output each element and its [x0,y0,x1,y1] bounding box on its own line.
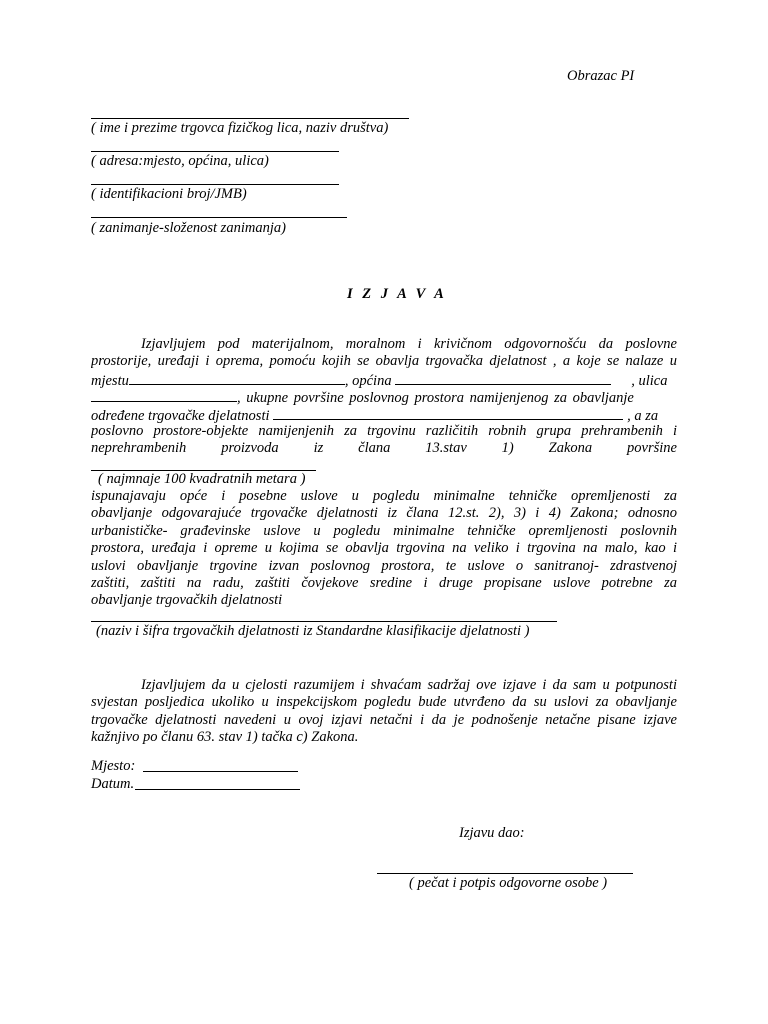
para1-line-6: poslovno prostore-objekte namijenjenih za trgovinu različitih robnih grupa prehrambenih i [91,422,677,439]
para2-line-2: svjestan posljedica ukoliko u inspekcijskom pogledu bude utvrđeno da su uslovi za obavljanje [91,694,677,711]
para2-line-4: kažnjivo po članu 63. stav 1) tačka c) Zakona. [91,729,359,746]
declaration-paragraph [91,336,677,458]
address-field-caption: ( adresa:mjesto, općina, ulica) [91,153,269,169]
para1-line-12: uslovi obavljanje trgovine izvan poslovnog prostora, te uslove o sanitranoj- zdrastvenoj [91,557,677,574]
place-label: mjestu [91,372,129,389]
street-blank[interactable] [91,388,237,402]
para1-line-8: ispunajavaju opće i posebne uslove u pogledu minimalne tehničke opremljenosti za [91,488,677,504]
signature-caption: ( pečat i potpis odgovorne osobe ) [409,875,608,891]
place-field-label: Mjesto: [91,758,136,774]
para2-line-3: trgovačke djelatnosti navedeni u ovoj izjavi netačni i da je podnošenje netačne pisane izjave [91,711,677,728]
activity-classification-line[interactable] [91,621,557,622]
para1-line-10: urbanističke- građevinske uslove u pogledu minimalne tehničke opremljenosti poslovnih [91,522,677,539]
id-number-field-line[interactable] [91,184,339,185]
para1-line-7: neprehrambenih proizvoda iz člana 13.stav 1) Zakona površine [91,440,677,457]
signer-label: Izjavu dao: [459,825,525,841]
place-field-line[interactable] [143,771,298,772]
occupation-field-line[interactable] [91,217,347,218]
occupation-field-caption: ( zanimanje-složenost zanimanja) [91,220,286,236]
para1-line-4 [91,388,677,405]
address-field-line[interactable] [91,151,339,152]
area-caption: ( najmnaje 100 kvadratnih metara ) [98,471,306,487]
area-text: , ukupne površine poslovnog prostora namijenjenog za obavljanje [237,390,634,407]
activity-classification-caption: (naziv i šifra trgovačkih djelatnosti iz Standardne klasifikacije djelatnosti ) [96,623,530,639]
para1-line-13: zaštiti, zaštiti na radu, zaštiti čovjekove sredine i druge propisane uslove potrebne za [91,574,677,591]
para1-line-5 [91,406,677,423]
activity-suffix: , a za [627,407,659,424]
signature-line[interactable] [377,873,633,874]
para1-line-2: prostorije, uređaji i oprema, pomoću kojih se obavlja trgovačka djelatnost , a koje se nalaze u [91,353,677,370]
para1-line-9: obavljanje odgovarajuće trgovačke djelatnosti iz člana 12.st. 2), 3) i 4) Zakona; odnosno [91,505,677,522]
activity-label: određene trgovačke djelatnosti [91,407,270,424]
street-label: , ulica [631,372,668,389]
para2-line-1: Izjavljujem da u cjelosti razumijem i shvaćam sadržaj ove izjave i da sam u potpunosti [141,677,677,693]
declaration-paragraph-continued [91,488,677,610]
para1-line-1: Izjavljujem pod materijalnom, moralnom i krivičnom odgovornošću da poslovne [141,336,677,352]
date-field-line[interactable] [135,789,300,790]
date-field-label: Datum. [91,776,135,792]
para1-line-11: prostora, uređaja i opreme u kojima se obavlja trgovina na veliko i trgovina na malo, kao i [91,540,677,557]
understanding-paragraph [91,677,677,747]
form-code: Obrazac PI [567,68,635,84]
name-field-line[interactable] [91,118,409,119]
document-title: I Z J A V A [347,286,447,302]
id-number-field-caption: ( identifikacioni broj/JMB) [91,186,247,202]
para1-line-3 [91,371,677,388]
name-field-caption: ( ime i prezime trgovca fizičkog lica, naziv društva) [91,120,389,136]
place-blank[interactable] [129,371,345,385]
municipality-label: , općina [344,372,392,389]
para1-line-14: obavljanje trgovačkih djelatnosti [91,592,283,609]
municipality-blank[interactable] [395,371,611,385]
activity-blank[interactable] [273,406,623,420]
